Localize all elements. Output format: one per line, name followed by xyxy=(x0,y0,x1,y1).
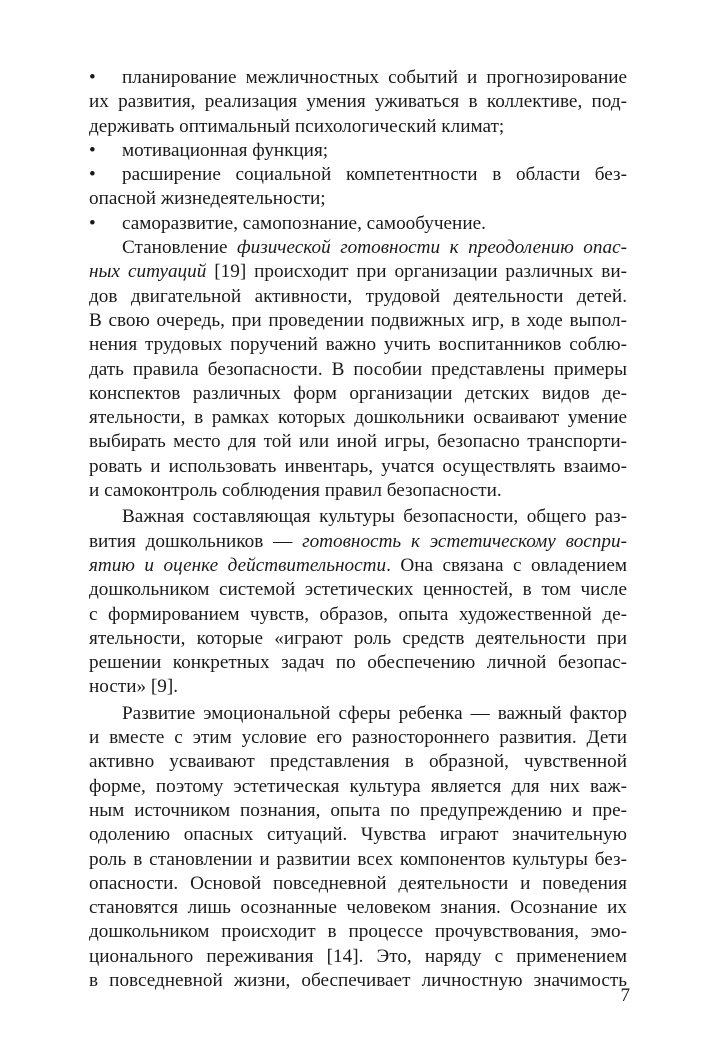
text-line: выбирать место для той или иной игры, безопасно транспорти- xyxy=(89,431,627,453)
bullet-marker: • xyxy=(89,139,96,161)
bullet-item xyxy=(89,139,627,163)
text-line: и вместе с этим условие его разностороннего развития. Дети xyxy=(89,727,627,749)
bullet-item xyxy=(89,212,627,236)
italic-phrase: ятию и оценке действительности xyxy=(89,554,387,576)
text-line: ятию и оценке действительности. Она связана с овладением xyxy=(89,554,627,576)
bullet-marker: • xyxy=(89,67,96,88)
text-line: становятся лишь осознанные человеком знания. Осознание их xyxy=(89,897,627,919)
text-line: опасной жизнедеятельности; xyxy=(89,188,326,210)
bullet-marker: • xyxy=(89,212,96,234)
text-line: держивать оптимальный психологический климат; xyxy=(89,115,505,137)
text-line: вития дошкольников — готовность к эстетическому воспри- xyxy=(89,530,627,552)
italic-phrase: физической готовности к преодолению опас- xyxy=(237,237,627,259)
text-line: дов двигательной активности, трудовой деятельности детей. xyxy=(89,285,627,307)
text-line: решении конкретных задач по обеспечению личной безопас- xyxy=(89,652,627,674)
text-line: ности» [9]. xyxy=(89,676,179,698)
text-line: опасности. Основой повседневной деятельности и поведения xyxy=(89,872,627,894)
text-line: дошкольником системой эстетических ценностей, в том числе xyxy=(89,579,627,601)
text-line: активно усваивают представления в образной, чувственной xyxy=(89,751,627,773)
text-line: с формированием чувств, образов, опыта художественной де- xyxy=(89,603,627,625)
text-line: ятельности, которые «играют роль средств деятельности при xyxy=(89,627,627,649)
text-line: Развитие эмоциональной сферы ребенка — важный фактор xyxy=(122,702,627,724)
text-line: ных ситуаций [19] происходит при организации различных ви- xyxy=(89,261,627,283)
text-line: Важная составляющая культуры безопасности, общего раз- xyxy=(122,506,627,528)
text-line: дать правила безопасности. В пособии представлены примеры xyxy=(89,358,627,380)
page-number: 7 xyxy=(620,985,630,1006)
text-line: нения трудовых поручений важно учить воспитанников соблю- xyxy=(89,334,627,356)
text-line: одолению опасных ситуаций. Чувства играют значительную xyxy=(89,824,627,846)
text-line: планирование межличностных событий и прогнозирование xyxy=(122,67,627,88)
text-line: дошкольником происходит в процессе прочувствования, эмо- xyxy=(89,921,627,943)
text-line: мотивационная функция; xyxy=(122,139,329,161)
text-line: Становление физической готовности к преодолению опас- xyxy=(122,237,627,259)
text-line: и самоконтроль соблюдения правил безопасности. xyxy=(89,480,502,502)
text-line: форме, поэтому эстетическая культура является для них важ- xyxy=(89,775,627,797)
text-line: в повседневной жизни, обеспечивает личностную значимость xyxy=(89,969,627,991)
text-line: ятельности, в рамках которых дошкольники осваивают умение xyxy=(89,407,627,429)
text-line: расширение социальной компетентности в области без- xyxy=(122,164,627,186)
bullet-marker: • xyxy=(89,164,96,186)
text-line: саморазвитие, самопознание, самообучение. xyxy=(122,212,486,234)
text-line: ровать и использовать инвентарь, учатся осуществлять взаимо- xyxy=(89,455,627,477)
bullet-item xyxy=(89,66,627,90)
page-body xyxy=(89,66,627,993)
text-line: роль в становлении и развитии всех компонентов культуры без- xyxy=(89,848,627,870)
text-line: их развития, реализация умения уживаться в коллективе, под- xyxy=(89,91,627,113)
text-line: конспектов различных форм организации детских видов де- xyxy=(89,382,627,404)
text-line: ционального переживания [14]. Это, наряду с применением xyxy=(89,945,627,967)
italic-phrase: готовность к эстетическому воспри- xyxy=(302,530,627,552)
text-line: ным источником познания, опыта по предупреждению и пре- xyxy=(89,799,627,821)
text-line: В свою очередь, при проведении подвижных игр, в ходе выпол- xyxy=(89,309,627,331)
bullet-item xyxy=(89,163,627,187)
italic-phrase: ных ситуаций xyxy=(89,261,207,283)
